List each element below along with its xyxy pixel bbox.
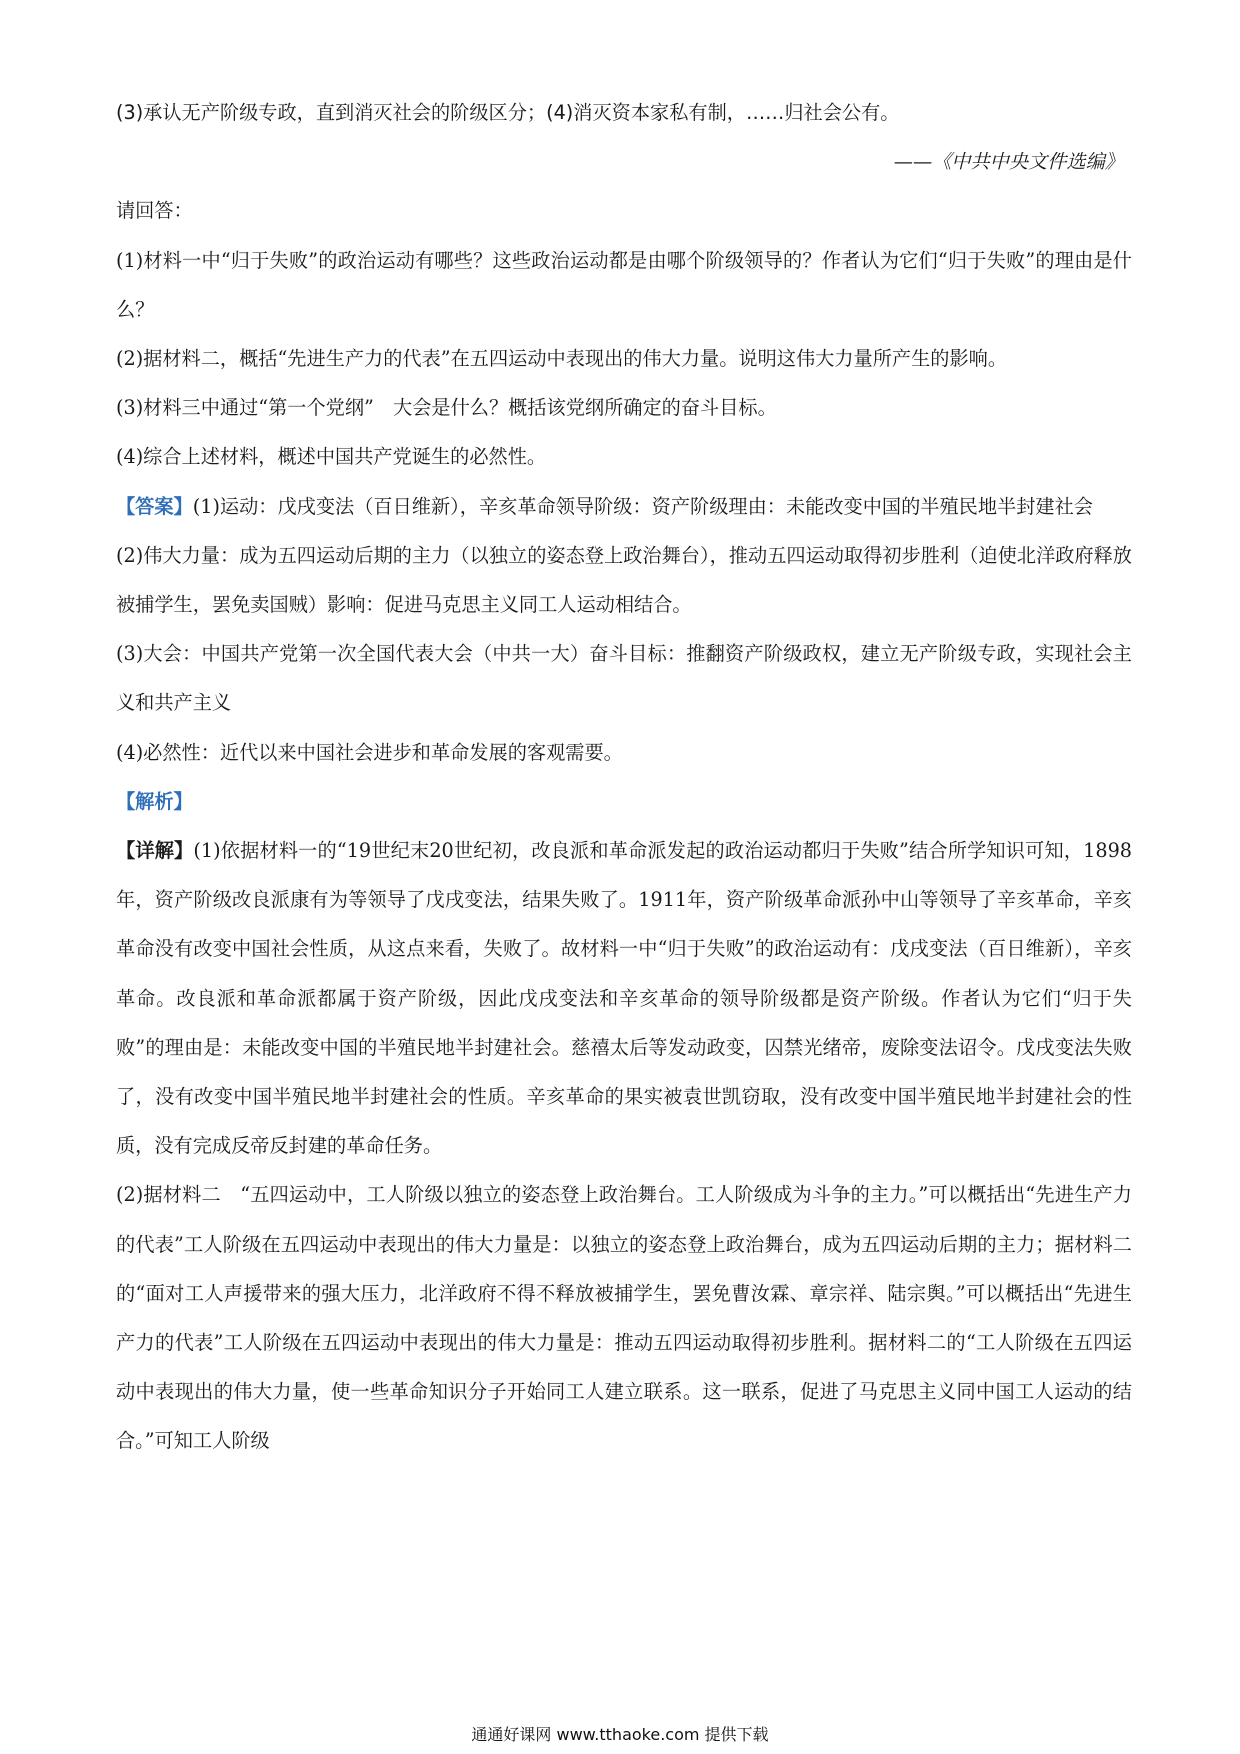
material-three-tail: (3)承认无产阶级专政，直到消灭社会的阶级区分；(4)消灭资本家私有制，……归社会公有。	[116, 101, 900, 124]
question-prompt: 请回答：	[116, 199, 193, 223]
material-source: ——《中共中央文件选编》	[893, 150, 1124, 174]
question-1: (1)材料一中“归于失败”的政治运动有哪些？这些政治运动都是由哪个阶级领导的？作者认为它们“归于失败”的理由是什么？	[116, 248, 1132, 321]
analysis-tag: 【解析】	[116, 789, 193, 813]
document-body	[116, 88, 1132, 1466]
question-4: (4)综合上述材料，概述中国共产党诞生的必然性。	[116, 445, 547, 469]
answer-tag: 【答案】	[116, 494, 193, 518]
answer-2: (2)伟大力量：成为五四运动后期的主力（以独立的姿态登上政治舞台），推动五四运动取得初步胜利（迫使北洋政府释放被捕学生，罢免卖国贼）影响：促进马克思主义同工人运动相结合。	[116, 543, 1132, 617]
analysis-heading	[116, 777, 1132, 826]
detail-paragraph-2: (2)据材料二 “五四运动中，工人阶级以独立的姿态登上政治舞台。工人阶级成为斗争的主力。”可以概括出“先进生产力的代表”工人阶级在五四运动中表现出的伟大力量是：以独立的姿态登上政治舞台，成为五四运动后期的主力；据材料二的“面对工人声援带来的强大压力，北洋政府不得不释放被捕学生，罢免曹汝霖、章宗祥、陆宗舆。”可以概括出“先进生产力的代表”工人阶级在五四运动中表现出的伟大力量是：推动五四运动取得初步胜利。据材料二的“工人阶级在五四运动中表现出的伟大力量，使一些革命知识分子开始同工人建立联系。这一联系，促进了马克思主义同中国工人运动的结合。”可知工人阶级	[116, 1183, 1132, 1453]
answer-1-text: (1)运动：戊戌变法（百日维新），辛亥革命领导阶级：资产阶级理由：未能改变中国的半殖民地半封建社会	[192, 494, 1093, 518]
answer-1	[116, 482, 1132, 531]
answer-4: (4)必然性：近代以来中国社会进步和革命发展的客观需要。	[116, 740, 623, 764]
question-3: (3)材料三中通过“第一个党纲” 大会是什么？概括该党纲所确定的奋斗目标。	[116, 396, 777, 420]
answer-3: (3)大会：中国共产党第一次全国代表大会（中共一大）奋斗目标：推翻资产阶级政权，建立无产阶级专政，实现社会主义和共产主义	[116, 642, 1132, 715]
detail-paragraph-1-text: (1)依据材料一的“19世纪末20世纪初，改良派和革命派发起的政治运动都归于失败”结合所学知识可知，1898年，资产阶级改良派康有为等领导了戊戌变法，结果失败了。1911年，资产阶级革命派孙中山等领导了辛亥革命，辛亥革命没有改变中国社会性质，从这点来看，失败了。故材料一中“归于失败”的政治运动有：戊戌变法（百日维新），辛亥革命。改良派和革命派都属于资产阶级，因此戊戌变法和辛亥革命的领导阶级都是资产阶级。作者认为它们“归于失败”的理由是：未能改变中国的半殖民地半封建社会。慈禧太后等发动政变，囚禁光绪帝，废除变法诏令。戊戌变法失败了，没有改变中国半殖民地半封建社会的性质。辛亥革命的果实被袁世凯窃取，没有改变中国半殖民地半封建社会的性质，没有完成反帝反封建的革命任务。	[116, 839, 1132, 1158]
question-2: (2)据材料二，概括“先进生产力的代表”在五四运动中表现出的伟大力量。说明这伟大力量所产生的影响。	[116, 347, 1008, 371]
detail-tag: 【详解】	[116, 839, 194, 863]
detail-paragraph-1	[116, 826, 1132, 1170]
page-footer: 通通好课网 www.tthaoke.com 提供下载	[471, 1725, 769, 1744]
